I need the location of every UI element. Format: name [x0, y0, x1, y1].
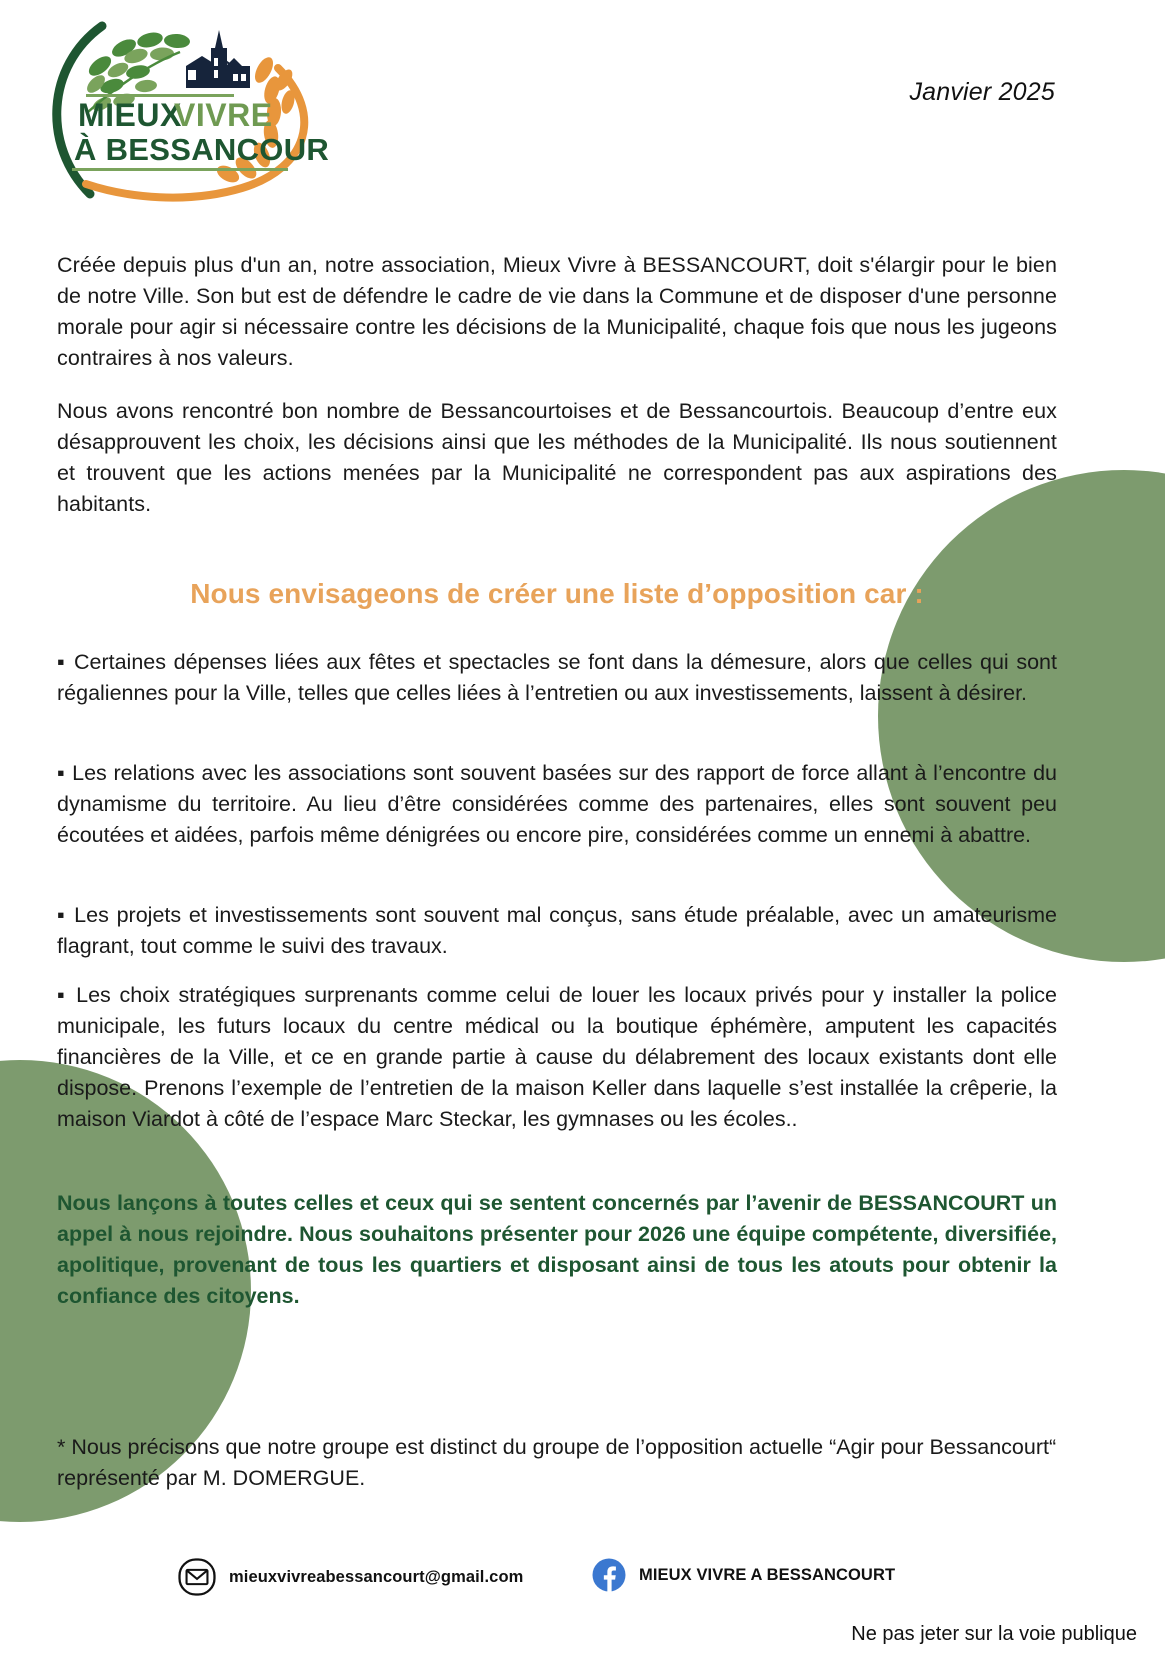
- bullet-text: Les choix stratégiques surprenants comme celui de louer les locaux privés pour y installer la police municipale, les futurs locaux du centre médical ou la boutique éphémère, amputent les capacités financières de la Ville, et ce en grande partie à cause du délabrement des locaux existants dont elle dispose. Prenons l’exemple de l’entretien de la maison Keller dans laquelle s’est installée la crêperie, la maison Viardot à côté de l’espace Marc Steckar, les gymnases ou les écoles..: [57, 983, 1057, 1131]
- contact-email[interactable]: [178, 1558, 523, 1596]
- envelope-icon: [178, 1558, 216, 1596]
- public-notice-disclaimer: Ne pas jeter sur la voie publique: [851, 1623, 1137, 1645]
- bullet-item-2: [57, 758, 1057, 851]
- call-to-action-paragraph: Nous lançons à toutes celles et ceux qui se sentent concernés par l’avenir de BESSANCOURT un appel à nous rejoindre. Nous souhaitons présenter pour 2026 une équipe compétente, diversifiée, apolitique, provenant de tous les quartiers et disposant ainsi de tous les atouts pour obtenir la confiance des citoyens.: [57, 1191, 1057, 1308]
- footnote-paragraph: * Nous précisons que notre groupe est distinct du groupe de l’opposition actuelle “Agir pour Bessancourt“ représenté par M. DOMERGUE.: [57, 1435, 1057, 1490]
- intro-paragraph-1: Créée depuis plus d'un an, notre association, Mieux Vivre à BESSANCOURT, doit s'élargir pour le bien de notre Ville. Son but est de défendre le cadre de vie dans la Commune et de disposer d'une personne morale pour agir si nécessaire contre les décisions de la Municipalité, chaque fois que nous les jugeons contraires à nos valeurs.: [57, 253, 1057, 370]
- bullet-text: Les projets et investissements sont souvent mal conçus, sans étude préalable, avec un amateurisme flagrant, tout comme le suivi des travaux.: [57, 903, 1057, 958]
- document-header: [0, 0, 1165, 215]
- bullet-item-1: [57, 647, 1057, 709]
- facebook-icon: [592, 1558, 626, 1592]
- bullet-text: Les relations avec les associations sont souvent basées sur des rapport de force allant à l’encontre du dynamisme du territoire. Au lieu d’être considérées comme des partenaires, elles sont souvent peu écoutées et aidées, parfois même dénigrées ou encore pire, considérées comme un ennemi à abattre.: [57, 761, 1057, 847]
- bullet-marker: ▪: [57, 761, 73, 785]
- bullet-text: Certaines dépenses liées aux fêtes et spectacles se font dans la démesure, alors que celles qui sont régaliennes pour la Ville, telles que celles liées à l’entretien ou aux investissements, laissent à désirer.: [57, 650, 1057, 705]
- facebook-page-name: MIEUX VIVRE A BESSANCOURT: [639, 1565, 896, 1584]
- document-date: Janvier 2025: [909, 78, 1055, 106]
- email-address: mieuxvivreabessancourt@gmail.com: [229, 1567, 524, 1586]
- svg-text:À BESSANCOURT: À BESSANCOURT: [74, 132, 328, 167]
- decorative-green-circle-right: [878, 470, 1165, 962]
- section-heading-opposition: Nous envisageons de créer une liste d’opposition car :: [190, 578, 924, 609]
- bullet-item-4: [57, 980, 1057, 1135]
- svg-text:VIVRE: VIVRE: [174, 97, 273, 133]
- bullet-marker: ▪: [57, 903, 75, 927]
- association-logo: [28, 8, 328, 208]
- svg-text:MIEUX: MIEUX: [78, 97, 182, 133]
- document-footer: [0, 1540, 1165, 1655]
- bullet-marker: ▪: [57, 650, 74, 674]
- bullet-item-3: [57, 900, 1057, 962]
- intro-paragraph-2: Nous avons rencontré bon nombre de Bessancourtoises et de Bessancourtois. Beaucoup d’entre eux désapprouvent les choix, les décisions ainsi que les méthodes de la Municipalité. Ils nous soutiennent et trouvent que les actions menées par la Municipalité ne correspondent pas aux aspirations des habitants.: [57, 399, 1057, 516]
- bullet-marker: ▪: [57, 983, 77, 1007]
- contact-facebook[interactable]: [592, 1558, 895, 1592]
